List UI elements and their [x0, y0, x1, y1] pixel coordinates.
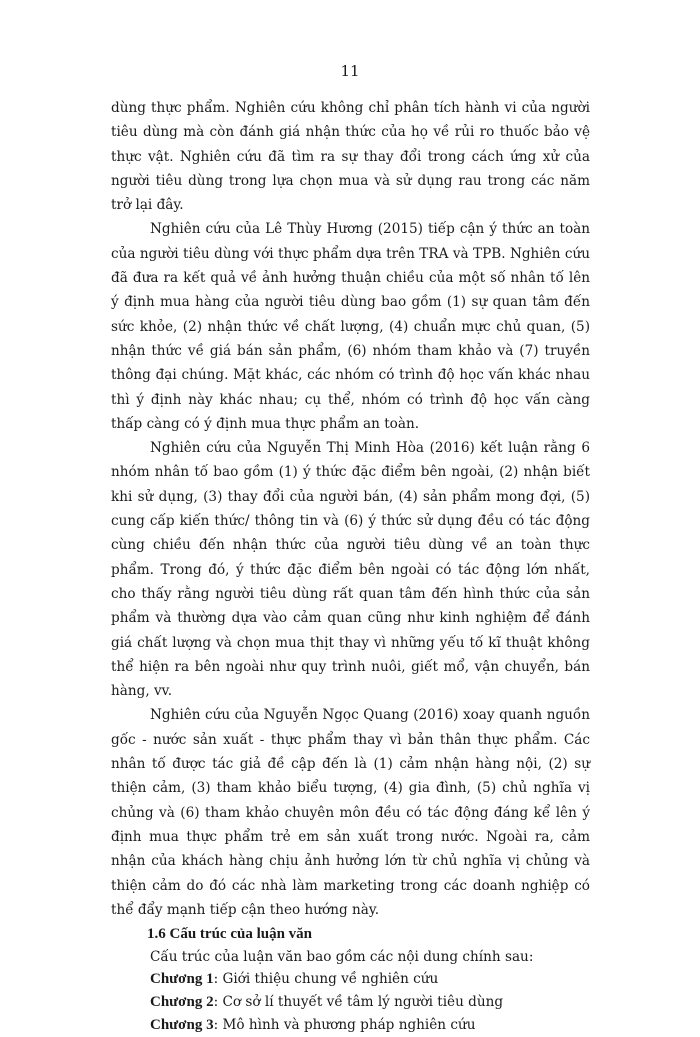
- paragraph-le-thuy-huong: Nghiên cứu của Lê Thùy Hương (2015) tiếp cận ý thức an toàn của người tiêu dùng với thực phẩm dựa trên TRA và TPB. Nghiên cứu đã đưa ra kết quả về ảnh hưởng thuận chiều của một số nhân tố lên ý định mua hàng của người tiêu dùng bao gồm (1) sự quan tâm đến sức khỏe, (2) nhận thức về chất lượng, (4) chuẩn mực chủ quan, (5) nhận thức về giá bán sản phẩm, (6) nhóm tham khảo và (7) truyền thông đại chúng. Mặt khác, các nhóm có trình độ học vấn khác nhau thì ý định này khác nhau; cụ thể, nhóm có trình độ học vấn càng thấp càng có ý định mua thực phẩm an toàn.: [111, 221, 590, 432]
- chapter-label: Chương 1: [150, 971, 214, 988]
- chapter-title: : Giới thiệu chung về nghiên cứu: [213, 971, 439, 988]
- document-body: [111, 96, 590, 1037]
- chapter-title: : Cơ sở lí thuyết về tâm lý người tiêu dùng: [213, 994, 504, 1011]
- chapter-item: [111, 1014, 590, 1037]
- chapter-item: [111, 968, 590, 991]
- paragraph-nguyen-thi-minh-hoa: Nghiên cứu của Nguyễn Thị Minh Hòa (2016) kết luận rằng 6 nhóm nhân tố bao gồm (1) ý thức đặc điểm bên ngoài, (2) nhận biết khi sử dụng, (3) thay đổi của người bán, (4) sản phẩm mong đợi, (5) cung cấp kiến thức/ thông tin và (6) ý thức sử dụng đều có tác động cùng chiều đến nhận thức của người tiêu dùng về an toàn thực phẩm. Trong đó, ý thức đặc điểm bên ngoài có tác động lớn nhất, cho thấy rằng người tiêu dùng rất quan tâm đến hình thức của sản phẩm và thường dựa vào cảm quan cũng như kinh nghiệm để đánh giá chất lượng và chọn mua thịt thay vì những yếu tố kĩ thuật không thể hiện ra bên ngoài như quy trình nuôi, giết mổ, vận chuyển, bán hàng, vv.: [111, 440, 590, 700]
- section-heading: 1.6 Cấu trúc của luận văn: [147, 926, 313, 943]
- chapter-label: Chương 2: [150, 994, 214, 1011]
- chapter-label: Chương 3: [150, 1017, 214, 1034]
- chapter-title: : Mô hình và phương pháp nghiên cứu: [213, 1017, 476, 1034]
- section-intro: Cấu trúc của luận văn bao gồm các nội dung chính sau:: [150, 949, 534, 966]
- paragraph-nguyen-ngoc-quang: Nghiên cứu của Nguyễn Ngọc Quang (2016) xoay quanh nguồn gốc - nước sản xuất - thực phẩm thay vì bản thân thực phẩm. Các nhân tố được tác giả đề cập đến là (1) cảm nhận hàng nội, (2) sự thiện cảm, (3) tham khảo biểu tượng, (4) gia đình, (5) chủ nghĩa vị chủng và (6) tham khảo chuyên môn đều có tác động đáng kể lên ý định mua thực phẩm trẻ em sản xuất trong nước. Ngoài ra, cảm nhận của khách hàng chịu ảnh hưởng lớn từ chủ nghĩa vị chủng và thiện cảm do đó các nhà làm marketing trong các doanh nghiệp có thể đẩy mạnh tiếp cận theo hướng này.: [111, 707, 590, 918]
- chapter-item: [111, 991, 590, 1014]
- page-number: 11: [340, 62, 360, 80]
- paragraph-continuation: dùng thực phẩm. Nghiên cứu không chỉ phân tích hành vi của người tiêu dùng mà còn đánh giá nhận thức của họ về rủi ro thuốc bảo vệ thực vật. Nghiên cứu đã tìm ra sự thay đổi trong cách ứng xử của người tiêu dùng trong lựa chọn mua và sử dụng rau trong các năm trở lại đây.: [111, 100, 590, 214]
